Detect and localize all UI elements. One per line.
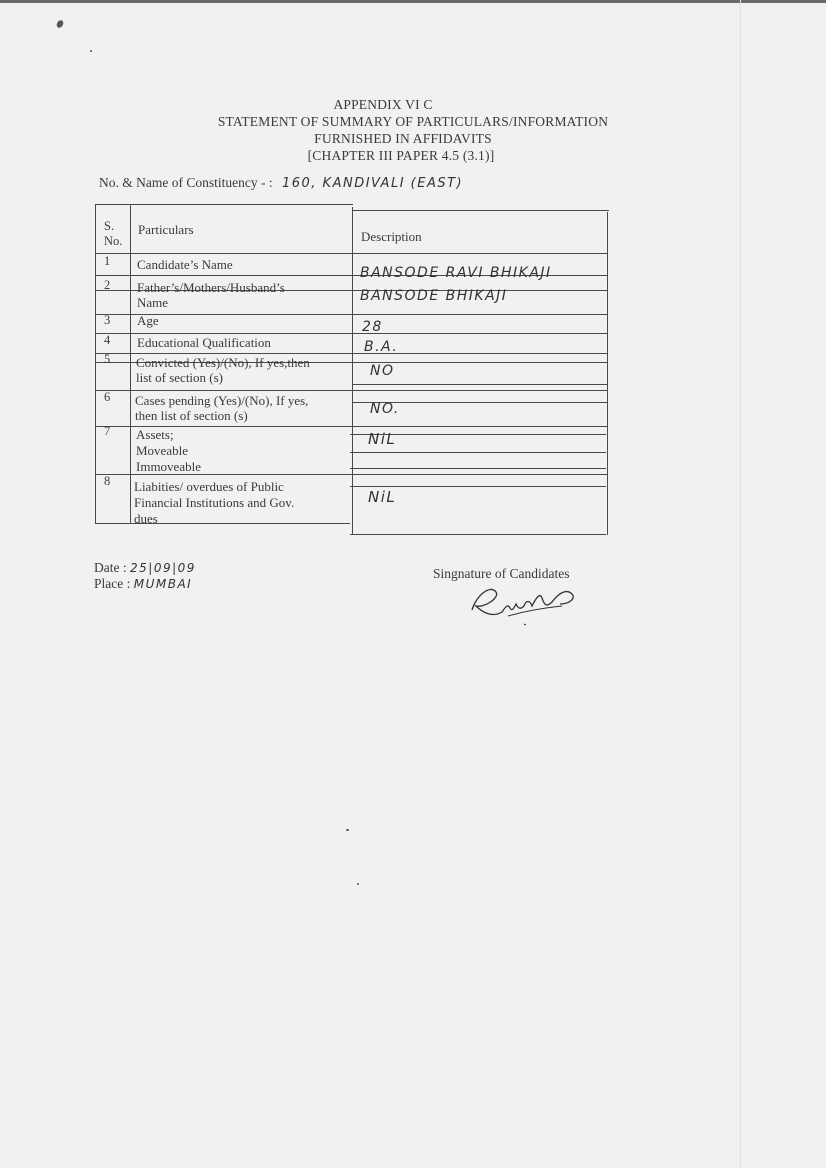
constituency-value: 160, KANDIVALI (EAST): [281, 176, 464, 191]
table-rule: [95, 204, 353, 205]
table-rule: [607, 212, 608, 535]
row-3-particulars: Age: [137, 313, 159, 328]
table-rule: [95, 204, 96, 524]
table-rule: [130, 204, 131, 524]
header-description: Description: [361, 229, 422, 244]
table-rule: [352, 384, 608, 385]
row-8-particulars: Liabities/ overdues of Public Financial Institutions and Gov. dues: [134, 479, 295, 526]
row-3-description: 28: [362, 319, 383, 335]
row-8-description: NiL: [368, 488, 397, 506]
row-1-sno: 1: [104, 254, 111, 268]
row-3-sno: 3: [104, 313, 111, 327]
row-4-sno: 4: [104, 333, 111, 347]
row-7-sno: 7: [104, 424, 111, 438]
row-7-immoveable: Immoveable: [136, 459, 201, 474]
date-value: 25|09|09: [130, 561, 196, 575]
header-particulars: Particulars: [138, 222, 194, 237]
row-2-sno: 2: [104, 278, 111, 292]
row-1-particulars: Candidate’s Name: [137, 257, 233, 272]
row-6-sno: 6: [104, 390, 111, 404]
row-7-description: NiL: [368, 430, 397, 448]
table-rule: [353, 210, 609, 211]
row-5-particulars: Convicted (Yes)/(No), If yes,then list of section (s): [136, 355, 310, 385]
row-4-description: B.A.: [364, 339, 399, 355]
row-7-particulars: Assets;: [136, 427, 174, 442]
row-8-sno: 8: [104, 474, 111, 488]
row-5-description: NO: [370, 363, 395, 379]
table-rule: [95, 474, 607, 475]
statement-title: STATEMENT OF SUMMARY OF PARTICULARS/INFORMATION: [217, 114, 609, 129]
appendix-title: APPENDIX VI C: [333, 97, 433, 112]
row-7-moveable: Moveable: [136, 443, 188, 458]
date-label: Date :: [94, 560, 127, 575]
date-line: [94, 560, 196, 576]
table-rule: [352, 207, 353, 535]
row-6-description: NO.: [370, 401, 400, 417]
table-rule: [350, 468, 606, 469]
chapter-reference: [CHAPTER III PAPER 4.5 (3.1)]: [307, 148, 495, 163]
affidavit-subtitle: FURNISHED IN AFFIDAVITS: [314, 131, 492, 146]
table-rule: [350, 534, 606, 535]
handwritten-signature: [462, 578, 592, 628]
row-1-description: BANSODE RAVI BHIKAJI: [360, 265, 552, 281]
place-line: [94, 576, 192, 592]
header-sno: S. No.: [104, 219, 123, 248]
row-2-description: BANSODE BHIKAJI: [360, 288, 508, 304]
row-4-particulars: Educational Qualification: [137, 335, 271, 350]
table-rule: [350, 452, 606, 453]
constituency-label: No. & Name of Constituency - :: [99, 175, 273, 190]
row-5-sno: 5: [104, 352, 111, 366]
table-rule: [350, 486, 606, 487]
row-2-particulars: Father’s/Mothers/Husband’s Name: [137, 280, 285, 310]
signature-label: Singnature of Candidates: [433, 566, 570, 581]
place-value: MUMBAI: [133, 577, 193, 591]
place-label: Place :: [94, 576, 131, 591]
row-6-particulars: Cases pending (Yes)/(No), If yes, then list of section (s): [135, 393, 309, 423]
